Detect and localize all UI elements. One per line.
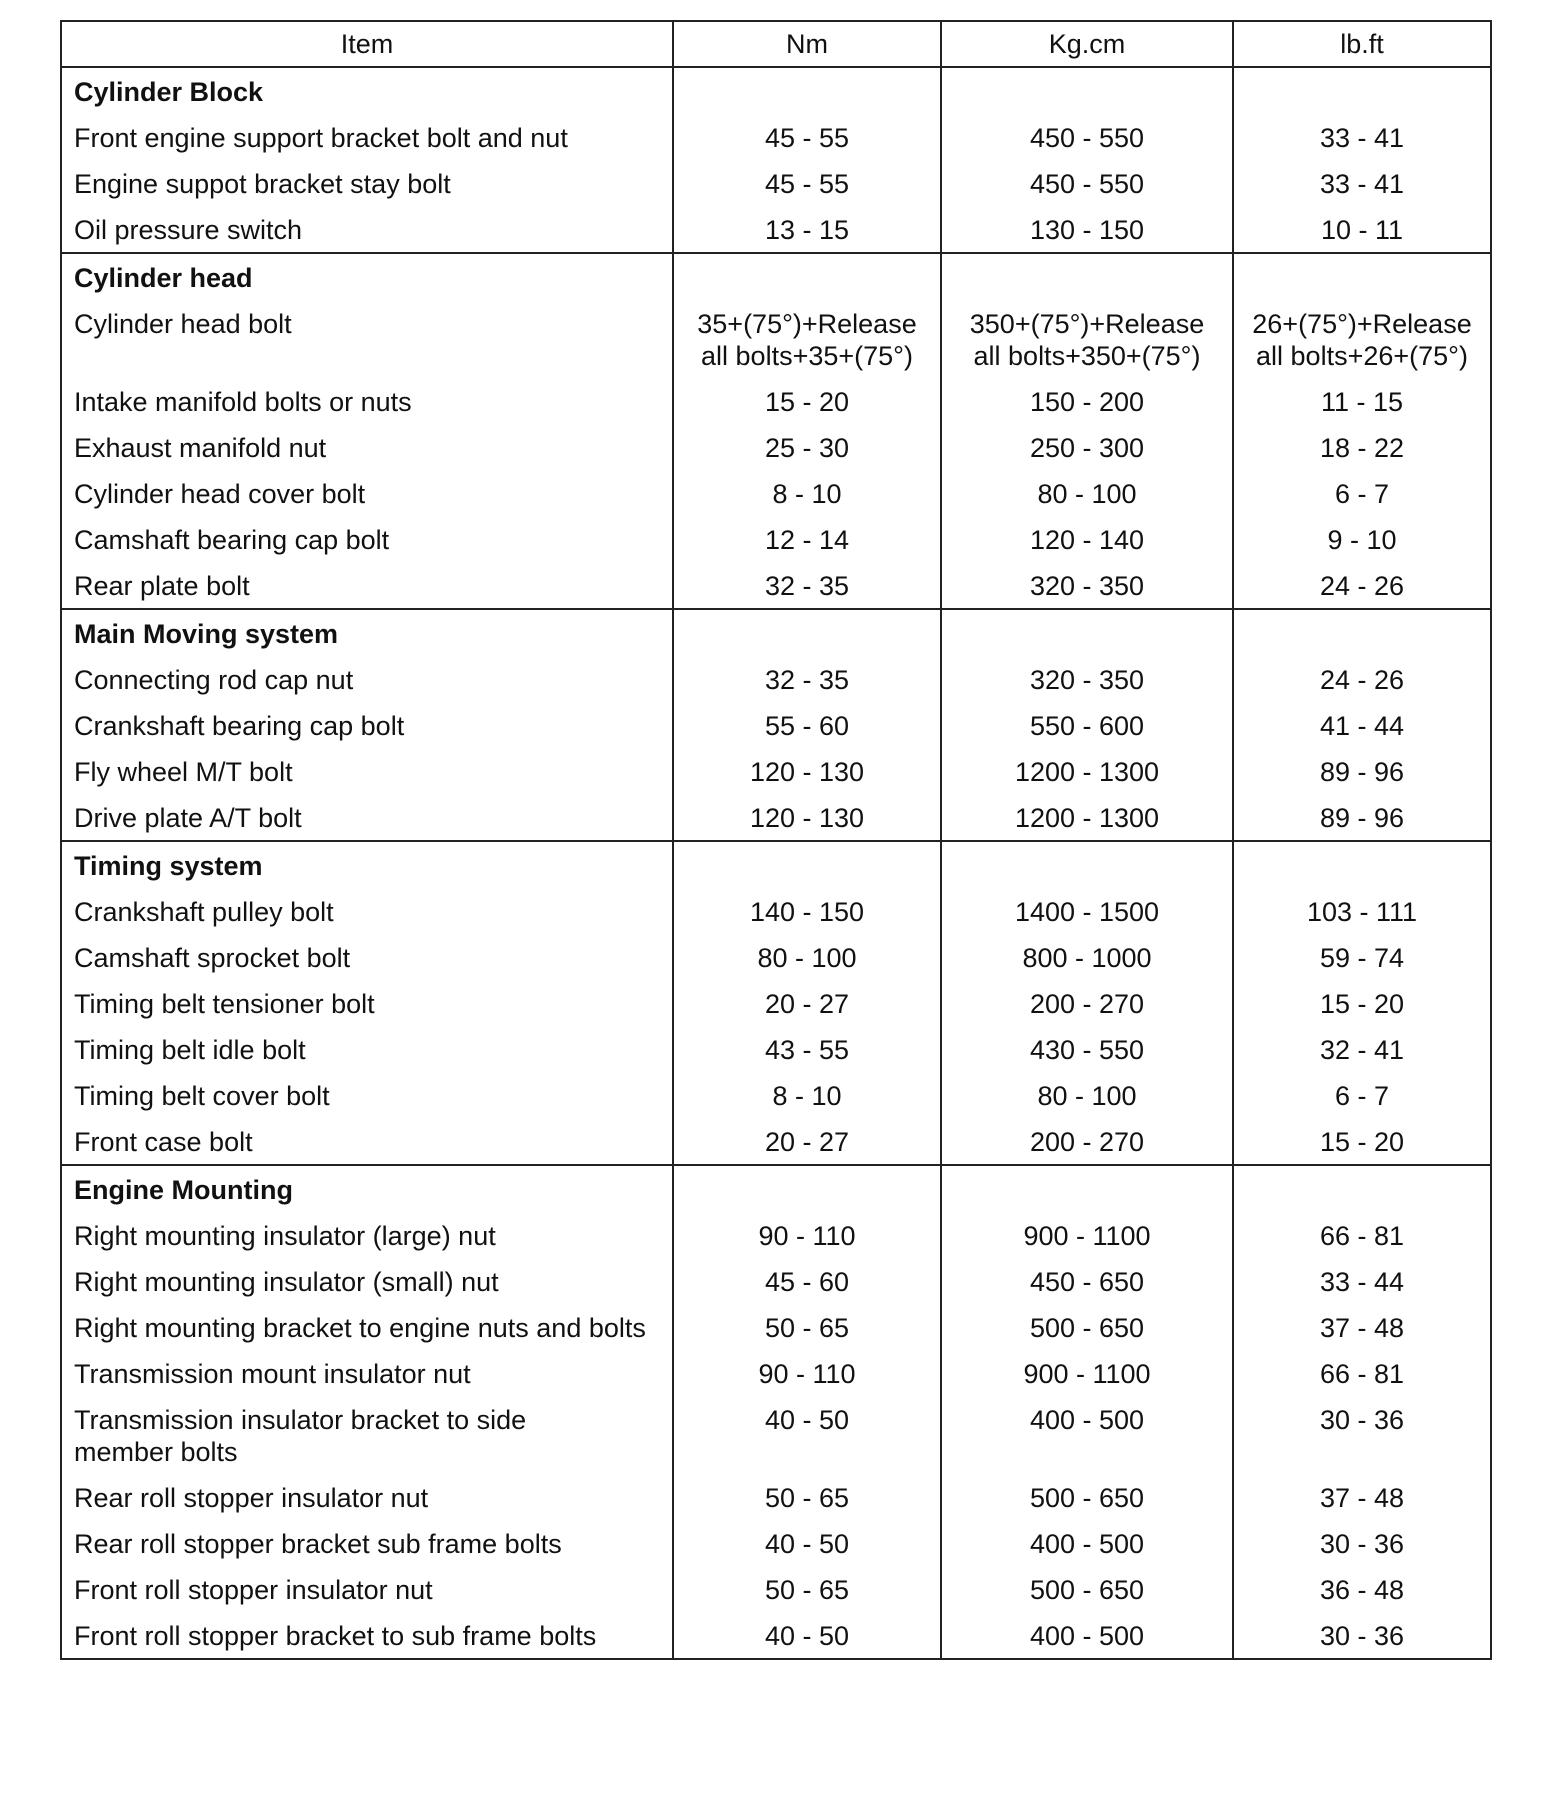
lbft-cell: 30 - 36 [1233, 1612, 1491, 1659]
table-row [61, 1612, 1491, 1659]
table-row [61, 1566, 1491, 1612]
nm-cell: 55 - 60 [673, 702, 941, 748]
section-empty-cell [673, 253, 941, 300]
lbft-cell: 26+(75°)+Release all bolts+26+(75°) [1233, 300, 1491, 378]
lbft-cell: 59 - 74 [1233, 934, 1491, 980]
item-cell: Drive plate A/T bolt [61, 794, 673, 841]
item-cell: Exhaust manifold nut [61, 424, 673, 470]
table-row [61, 378, 1491, 424]
section-empty-cell [673, 841, 941, 888]
kgcm-cell: 450 - 550 [941, 160, 1233, 206]
kgcm-cell: 550 - 600 [941, 702, 1233, 748]
table-row [61, 424, 1491, 470]
kgcm-cell: 500 - 650 [941, 1304, 1233, 1350]
item-cell: Intake manifold bolts or nuts [61, 378, 673, 424]
kgcm-cell: 120 - 140 [941, 516, 1233, 562]
kgcm-cell: 430 - 550 [941, 1026, 1233, 1072]
header-item: Item [61, 21, 673, 67]
kgcm-cell: 900 - 1100 [941, 1212, 1233, 1258]
item-cell: Rear plate bolt [61, 562, 673, 609]
kgcm-cell: 130 - 150 [941, 206, 1233, 253]
item-cell: Right mounting insulator (small) nut [61, 1258, 673, 1304]
lbft-cell: 33 - 41 [1233, 114, 1491, 160]
nm-cell: 20 - 27 [673, 1118, 941, 1165]
kgcm-cell: 400 - 500 [941, 1520, 1233, 1566]
item-cell: Cylinder head cover bolt [61, 470, 673, 516]
lbft-cell: 66 - 81 [1233, 1350, 1491, 1396]
item-cell: Crankshaft bearing cap bolt [61, 702, 673, 748]
lbft-cell: 37 - 48 [1233, 1474, 1491, 1520]
nm-cell: 50 - 65 [673, 1566, 941, 1612]
kgcm-cell: 500 - 650 [941, 1566, 1233, 1612]
nm-cell: 35+(75°)+Release all bolts+35+(75°) [673, 300, 941, 378]
nm-cell: 40 - 50 [673, 1520, 941, 1566]
nm-cell: 50 - 65 [673, 1304, 941, 1350]
table-row [61, 702, 1491, 748]
nm-cell: 32 - 35 [673, 562, 941, 609]
nm-cell: 40 - 50 [673, 1396, 941, 1474]
item-cell: Fly wheel M/T bolt [61, 748, 673, 794]
nm-cell: 90 - 110 [673, 1350, 941, 1396]
lbft-cell: 11 - 15 [1233, 378, 1491, 424]
item-cell: Connecting rod cap nut [61, 656, 673, 702]
nm-cell: 8 - 10 [673, 1072, 941, 1118]
item-cell: Timing belt cover bolt [61, 1072, 673, 1118]
lbft-cell: 15 - 20 [1233, 980, 1491, 1026]
item-cell: Engine suppot bracket stay bolt [61, 160, 673, 206]
item-cell: Front roll stopper insulator nut [61, 1566, 673, 1612]
table-row [61, 1304, 1491, 1350]
item-cell: Rear roll stopper bracket sub frame bolts [61, 1520, 673, 1566]
item-cell: Camshaft sprocket bolt [61, 934, 673, 980]
torque-body [61, 67, 1491, 1659]
kgcm-cell: 500 - 650 [941, 1474, 1233, 1520]
item-cell: Right mounting insulator (large) nut [61, 1212, 673, 1258]
lbft-cell: 37 - 48 [1233, 1304, 1491, 1350]
kgcm-cell: 320 - 350 [941, 656, 1233, 702]
nm-cell: 45 - 55 [673, 114, 941, 160]
item-cell: Rear roll stopper insulator nut [61, 1474, 673, 1520]
item-cell: Timing belt tensioner bolt [61, 980, 673, 1026]
nm-cell: 43 - 55 [673, 1026, 941, 1072]
table-row [61, 1118, 1491, 1165]
item-cell: Front case bolt [61, 1118, 673, 1165]
lbft-cell: 41 - 44 [1233, 702, 1491, 748]
table-row [61, 1396, 1491, 1474]
table-row [61, 1520, 1491, 1566]
kgcm-cell: 1400 - 1500 [941, 888, 1233, 934]
nm-cell: 13 - 15 [673, 206, 941, 253]
nm-cell: 120 - 130 [673, 794, 941, 841]
section-empty-cell [1233, 67, 1491, 114]
section-engine-mounting [61, 1165, 1491, 1212]
lbft-cell: 30 - 36 [1233, 1396, 1491, 1474]
kgcm-cell: 200 - 270 [941, 980, 1233, 1026]
header-kgcm: Kg.cm [941, 21, 1233, 67]
section-empty-cell [941, 253, 1233, 300]
table-row [61, 980, 1491, 1026]
lbft-cell: 32 - 41 [1233, 1026, 1491, 1072]
nm-cell: 140 - 150 [673, 888, 941, 934]
nm-cell: 50 - 65 [673, 1474, 941, 1520]
lbft-cell: 89 - 96 [1233, 748, 1491, 794]
table-row [61, 300, 1491, 378]
kgcm-cell: 1200 - 1300 [941, 794, 1233, 841]
section-empty-cell [941, 609, 1233, 656]
kgcm-cell: 450 - 550 [941, 114, 1233, 160]
kgcm-cell: 400 - 500 [941, 1396, 1233, 1474]
lbft-cell: 33 - 44 [1233, 1258, 1491, 1304]
section-cylinder-block [61, 67, 1491, 114]
nm-cell: 45 - 60 [673, 1258, 941, 1304]
item-cell: Oil pressure switch [61, 206, 673, 253]
table-row [61, 1212, 1491, 1258]
header-nm: Nm [673, 21, 941, 67]
kgcm-cell: 150 - 200 [941, 378, 1233, 424]
section-empty-cell [941, 1165, 1233, 1212]
item-cell: Front roll stopper bracket to sub frame bolts [61, 1612, 673, 1659]
item-cell: Camshaft bearing cap bolt [61, 516, 673, 562]
table-row [61, 516, 1491, 562]
section-empty-cell [1233, 253, 1491, 300]
kgcm-cell: 80 - 100 [941, 1072, 1233, 1118]
nm-cell: 8 - 10 [673, 470, 941, 516]
header-lbft: lb.ft [1233, 21, 1491, 67]
lbft-cell: 24 - 26 [1233, 562, 1491, 609]
lbft-cell: 103 - 111 [1233, 888, 1491, 934]
section-title: Timing system [61, 841, 673, 888]
nm-cell: 120 - 130 [673, 748, 941, 794]
section-empty-cell [673, 67, 941, 114]
section-cylinder-head [61, 253, 1491, 300]
section-empty-cell [941, 841, 1233, 888]
header-row [61, 21, 1491, 67]
lbft-cell: 6 - 7 [1233, 470, 1491, 516]
section-empty-cell [673, 609, 941, 656]
lbft-cell: 89 - 96 [1233, 794, 1491, 841]
kgcm-cell: 450 - 650 [941, 1258, 1233, 1304]
table-row [61, 562, 1491, 609]
kgcm-cell: 800 - 1000 [941, 934, 1233, 980]
kgcm-cell: 320 - 350 [941, 562, 1233, 609]
section-title: Cylinder Block [61, 67, 673, 114]
section-title: Engine Mounting [61, 1165, 673, 1212]
table-row [61, 1474, 1491, 1520]
torque-table [60, 20, 1492, 1660]
table-row [61, 1072, 1491, 1118]
nm-cell: 90 - 110 [673, 1212, 941, 1258]
table-row [61, 934, 1491, 980]
section-title: Cylinder head [61, 253, 673, 300]
kgcm-cell: 250 - 300 [941, 424, 1233, 470]
lbft-cell: 33 - 41 [1233, 160, 1491, 206]
table-row [61, 748, 1491, 794]
section-empty-cell [1233, 841, 1491, 888]
table-row [61, 114, 1491, 160]
table-row [61, 1258, 1491, 1304]
nm-cell: 15 - 20 [673, 378, 941, 424]
nm-cell: 80 - 100 [673, 934, 941, 980]
item-cell: Crankshaft pulley bolt [61, 888, 673, 934]
lbft-cell: 30 - 36 [1233, 1520, 1491, 1566]
nm-cell: 12 - 14 [673, 516, 941, 562]
table-row [61, 656, 1491, 702]
torque-spec-sheet [60, 20, 1490, 1660]
lbft-cell: 66 - 81 [1233, 1212, 1491, 1258]
section-empty-cell [941, 67, 1233, 114]
kgcm-cell: 200 - 270 [941, 1118, 1233, 1165]
nm-cell: 45 - 55 [673, 160, 941, 206]
section-empty-cell [673, 1165, 941, 1212]
lbft-cell: 15 - 20 [1233, 1118, 1491, 1165]
table-row [61, 794, 1491, 841]
lbft-cell: 10 - 11 [1233, 206, 1491, 253]
item-cell: Transmission insulator bracket to side member bolts [61, 1396, 673, 1474]
kgcm-cell: 400 - 500 [941, 1612, 1233, 1659]
lbft-cell: 18 - 22 [1233, 424, 1491, 470]
table-row [61, 1350, 1491, 1396]
nm-cell: 32 - 35 [673, 656, 941, 702]
lbft-cell: 9 - 10 [1233, 516, 1491, 562]
kgcm-cell: 80 - 100 [941, 470, 1233, 516]
table-row [61, 888, 1491, 934]
section-empty-cell [1233, 1165, 1491, 1212]
item-cell: Transmission mount insulator nut [61, 1350, 673, 1396]
item-cell: Right mounting bracket to engine nuts and bolts [61, 1304, 673, 1350]
table-row [61, 160, 1491, 206]
lbft-cell: 6 - 7 [1233, 1072, 1491, 1118]
kgcm-cell: 350+(75°)+Release all bolts+350+(75°) [941, 300, 1233, 378]
kgcm-cell: 900 - 1100 [941, 1350, 1233, 1396]
item-cell: Timing belt idle bolt [61, 1026, 673, 1072]
nm-cell: 20 - 27 [673, 980, 941, 1026]
lbft-cell: 36 - 48 [1233, 1566, 1491, 1612]
section-empty-cell [1233, 609, 1491, 656]
item-cell: Cylinder head bolt [61, 300, 673, 378]
table-row [61, 206, 1491, 253]
section-title: Main Moving system [61, 609, 673, 656]
nm-cell: 40 - 50 [673, 1612, 941, 1659]
table-row [61, 1026, 1491, 1072]
section-main-moving-system [61, 609, 1491, 656]
section-timing-system [61, 841, 1491, 888]
nm-cell: 25 - 30 [673, 424, 941, 470]
item-cell: Front engine support bracket bolt and nut [61, 114, 673, 160]
table-row [61, 470, 1491, 516]
lbft-cell: 24 - 26 [1233, 656, 1491, 702]
kgcm-cell: 1200 - 1300 [941, 748, 1233, 794]
